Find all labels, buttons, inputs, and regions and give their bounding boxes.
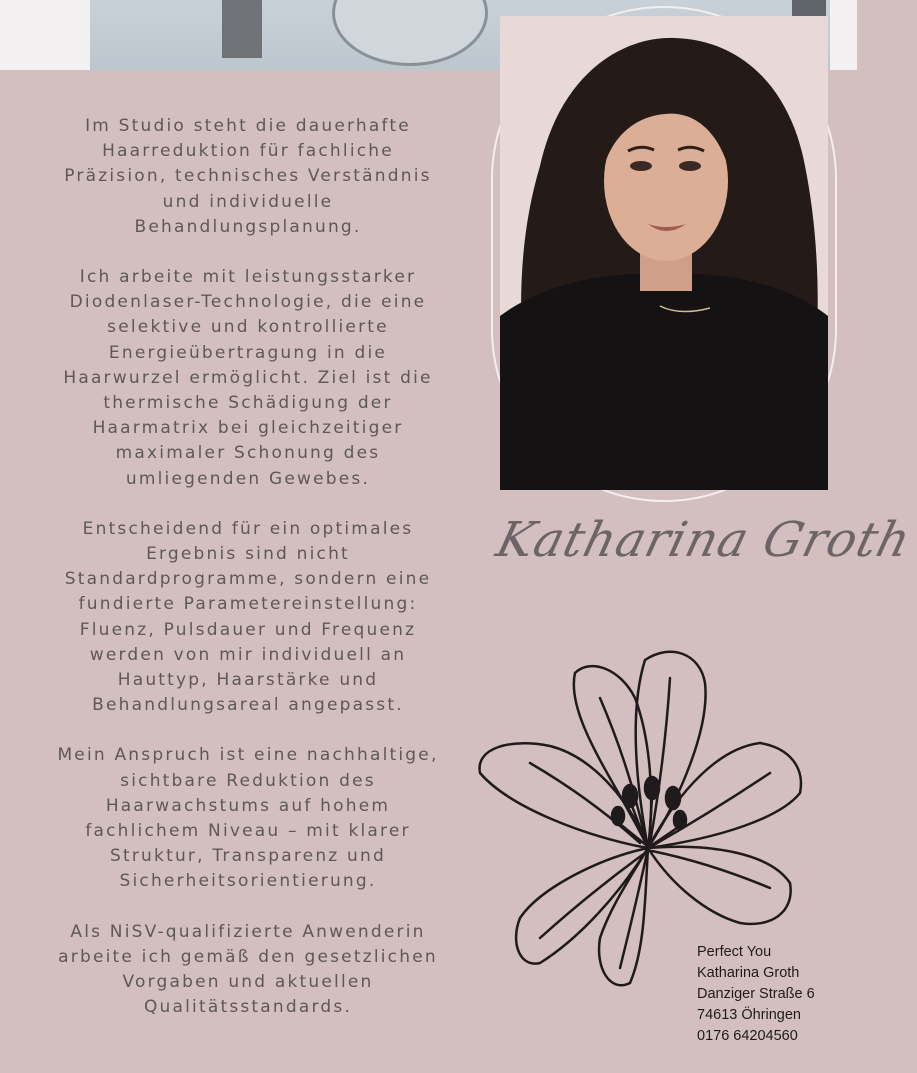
portrait-illustration — [500, 16, 828, 490]
signature: Katharina Groth — [491, 512, 917, 568]
business-name: Perfect You — [697, 944, 772, 960]
contact-name: Katharina Groth — [697, 965, 800, 981]
city-address: 74613 Öhringen — [697, 1007, 801, 1023]
paragraph: Als NiSV-qualifizierte Anwenderin arbeite ich gemäß den gesetzlichen Vorgaben und aktuellen Qualitätsstandards. — [58, 921, 438, 1018]
photo-post — [222, 0, 262, 58]
paragraph: Mein Anspruch ist eine nachhaltige, sichtbare Reduktion des Haarwachstums auf hohem fachlichem Niveau – mit klarer Struktur, Transparenz und Sicherheitsorientierung. — [57, 745, 439, 892]
contact-block — [697, 942, 815, 1047]
street-address: Danziger Straße 6 — [697, 986, 815, 1002]
paragraph: Entscheidend für ein optimales Ergebnis sind nicht Standardprogramme, sondern eine fundierte Parametereinstellung: Fluenz, Pulsdauer und Frequenz werden von mir individuell an Hauttyp, Haarstärke und Behandlungsareal angepasst. — [64, 518, 432, 716]
paragraph: Ich arbeite mit leistungsstarker Diodenlaser-Technologie, die eine selektive und kontrollierte Energieübertragung in die Haarwurzel ermöglicht. Ziel ist die thermische Schädigung der Haarmatrix bei gleichzeitiger maximaler Schonung des umliegenden Gewebes. — [63, 267, 433, 489]
portrait-photo — [500, 16, 828, 490]
paragraph: Im Studio steht die dauerhafte Haarreduktion für fachliche Präzision, technisches Verständnis und individuelle Behandlungsplanung. — [64, 116, 432, 237]
body-text — [30, 114, 466, 1046]
phone-number: 0176 64204560 — [697, 1028, 798, 1044]
